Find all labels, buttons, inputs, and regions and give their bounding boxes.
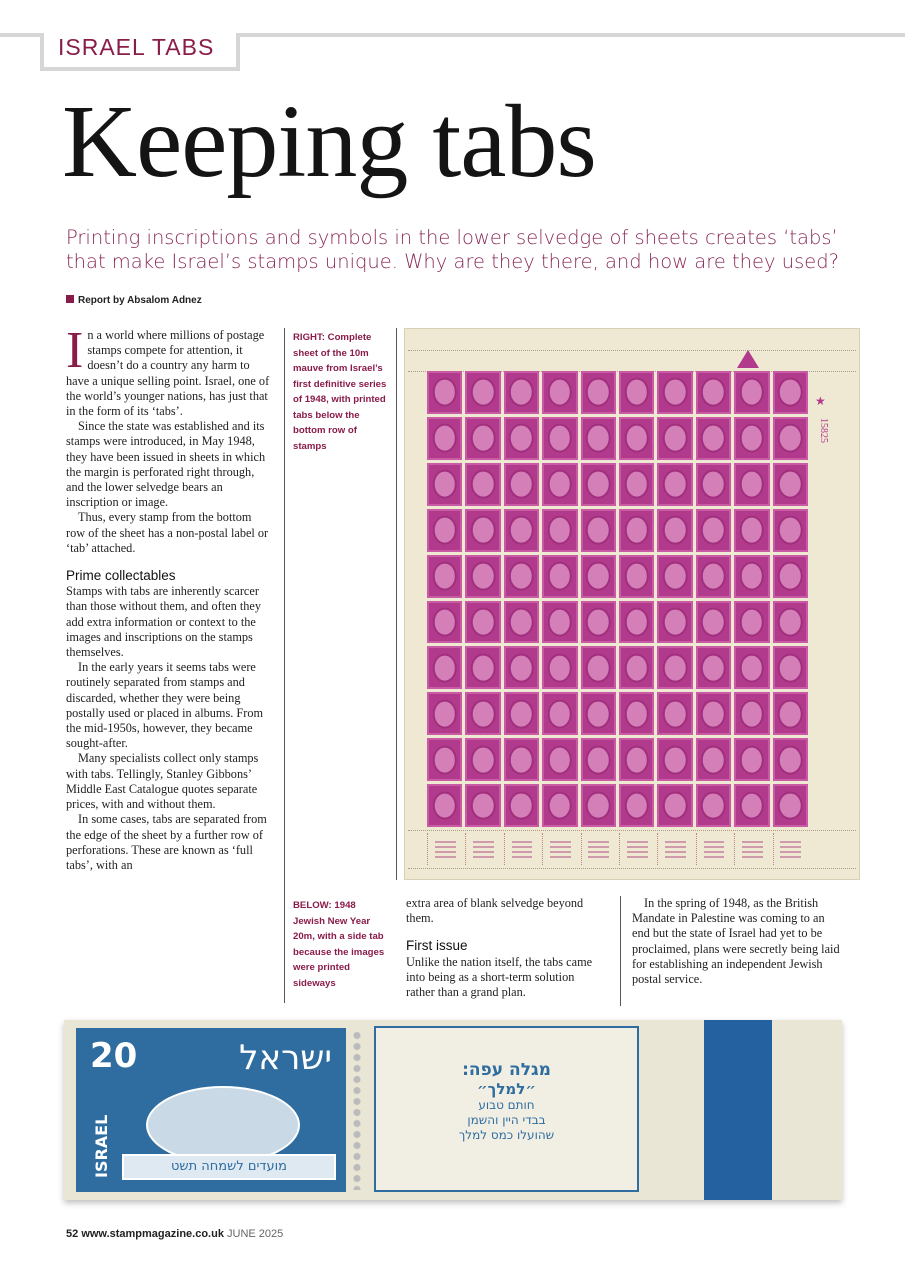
paragraph: Thus, every stamp from the bottom row of the sheet has a non-postal label or ‘tab’ attached. <box>66 510 269 555</box>
sheet-tab <box>696 833 731 865</box>
subheading: Prime collectables <box>66 568 176 584</box>
footer <box>66 1228 283 1240</box>
sheet-stamp <box>734 601 769 644</box>
sheet-stamp <box>465 692 500 735</box>
sheet-stamp <box>581 646 616 689</box>
perforation <box>352 1030 362 1190</box>
sheet-stamp <box>542 555 577 598</box>
standfirst: Printing inscriptions and symbols in the lower selvedge of sheets creates ‘tabs’ that make Israel’s stamps unique. Why are they there, and how are they used? <box>66 226 840 273</box>
stamp-value: 20 <box>90 1036 138 1076</box>
stamp-country: ISRAEL <box>92 1114 111 1178</box>
tab-row <box>427 833 808 865</box>
paragraph: In the early years it seems tabs were routinely separated from stamps and discarded, whether they were being postally used or placed in albums. From the mid-1950s, however, they became sought-after. <box>66 660 264 751</box>
sheet-stamp <box>773 692 808 735</box>
sheet-stamp <box>504 509 539 552</box>
sheet-stamp <box>465 417 500 460</box>
selvedge-bar <box>704 1020 772 1200</box>
caption-below: BELOW: 1948 Jewish New Year 20m, with a side tab because the images were printed sideways <box>293 900 385 989</box>
sheet-stamp <box>504 555 539 598</box>
sheet-stamp <box>696 463 731 506</box>
sheet-stamp <box>504 371 539 414</box>
sheet-stamp <box>542 738 577 781</box>
sheet-stamp <box>734 646 769 689</box>
sheet-stamp <box>465 738 500 781</box>
sheet-stamp <box>581 692 616 735</box>
footer-date: JUNE 2025 <box>227 1228 284 1240</box>
stamp-sheet-image <box>404 328 860 880</box>
stamp-hebrew-country: ישראל <box>239 1038 332 1078</box>
sheet-stamp <box>504 692 539 735</box>
body-column-4 <box>632 896 842 987</box>
paragraph: In some cases, tabs are separated from the edge of the sheet by a further row of perforations. These are known as ‘full tabs’, with an <box>66 812 267 872</box>
sheet-stamp <box>504 463 539 506</box>
sheet-stamp <box>657 509 692 552</box>
sheet-stamp <box>427 371 462 414</box>
sheet-stamp <box>734 417 769 460</box>
sheet-stamp <box>427 692 462 735</box>
sheet-tab <box>657 833 692 865</box>
sheet-stamp <box>504 784 539 827</box>
sheet-stamp <box>542 646 577 689</box>
sheet-stamp <box>465 646 500 689</box>
paragraph: Unlike the nation itself, the tabs came into being as a short-term solution rather than a grand plan. <box>406 954 593 1000</box>
sheet-stamp <box>734 555 769 598</box>
sheet-stamp <box>696 784 731 827</box>
sheet-stamp <box>465 784 500 827</box>
paragraph: Stamps with tabs are inherently scarcer than those without them, and often they add extra information or context to the images and inscriptions on the stamps themselves. <box>66 584 262 660</box>
sheet-stamp <box>504 646 539 689</box>
sheet-stamp <box>465 463 500 506</box>
sheet-stamp <box>619 646 654 689</box>
sheet-star-icon: ★ <box>815 394 826 408</box>
column-rule <box>284 328 285 1003</box>
sheet-stamp <box>427 738 462 781</box>
sheet-stamp <box>619 692 654 735</box>
sheet-stamp <box>542 417 577 460</box>
sheet-stamp <box>657 555 692 598</box>
new-year-stamp-image <box>64 1020 842 1200</box>
sheet-stamp <box>427 601 462 644</box>
sheet-number: 15825 <box>818 418 829 443</box>
sheet-stamp <box>734 692 769 735</box>
sheet-stamp <box>427 555 462 598</box>
paragraph: In the spring of 1948, as the British Mandate in Palestine was coming to an end but the state of Israel had yet to be proclaimed, plans were secretly being laid for establishing an independent Jewish postal service. <box>632 896 840 987</box>
sheet-stamp <box>773 371 808 414</box>
sheet-stamp <box>465 371 500 414</box>
sheet-stamp <box>657 371 692 414</box>
dove-icon <box>146 1086 300 1164</box>
sheet-stamp <box>734 784 769 827</box>
sheet-stamp <box>427 509 462 552</box>
sheet-stamp <box>773 555 808 598</box>
sheet-stamp <box>581 371 616 414</box>
sheet-stamp <box>734 509 769 552</box>
sheet-tab <box>542 833 577 865</box>
sheet-stamp <box>542 601 577 644</box>
stamp-20m <box>76 1028 346 1192</box>
sheet-stamp <box>696 509 731 552</box>
sheet-stamp <box>657 692 692 735</box>
sheet-stamp <box>773 601 808 644</box>
perforation <box>408 830 856 831</box>
sheet-stamp <box>542 784 577 827</box>
sheet-stamp <box>581 417 616 460</box>
sheet-tab <box>734 833 769 865</box>
sheet-stamp <box>773 463 808 506</box>
perforation <box>408 350 856 351</box>
sheet-stamp <box>619 784 654 827</box>
sheet-stamp <box>657 463 692 506</box>
sheet-stamp <box>504 601 539 644</box>
sheet-stamp <box>465 555 500 598</box>
sheet-stamp <box>619 738 654 781</box>
sheet-stamp <box>619 371 654 414</box>
sheet-stamp <box>427 646 462 689</box>
sheet-stamp <box>465 601 500 644</box>
body-column-3 <box>406 896 604 1000</box>
sheet-stamp <box>619 417 654 460</box>
sheet-tab <box>773 833 808 865</box>
sheet-stamp <box>657 784 692 827</box>
sheet-stamp <box>504 738 539 781</box>
sheet-stamp <box>581 509 616 552</box>
page-number: 52 <box>66 1228 79 1240</box>
sheet-stamp <box>696 417 731 460</box>
drop-cap: I <box>66 322 84 379</box>
sheet-stamp <box>619 601 654 644</box>
sheet-tab <box>504 833 539 865</box>
footer-site: www.stampmagazine.co.uk <box>81 1228 224 1240</box>
headline: Keeping tabs <box>62 84 596 199</box>
stamp-ribbon: מועדים לשמחה תשט <box>122 1154 336 1180</box>
side-tab <box>374 1026 639 1192</box>
byline-text: Report by Absalom Adnez <box>78 295 202 306</box>
sheet-stamp <box>696 738 731 781</box>
sheet-stamp <box>427 463 462 506</box>
byline-square-icon <box>66 295 74 303</box>
sheet-tab <box>465 833 500 865</box>
sheet-stamp <box>581 738 616 781</box>
sheet-stamp <box>542 463 577 506</box>
sheet-stamp <box>734 463 769 506</box>
sheet-stamp <box>619 463 654 506</box>
sheet-stamp <box>657 417 692 460</box>
paragraph: Many specialists collect only stamps with tabs. Tellingly, Stanley Gibbons’ Middle East Catalogue quotes separate prices, with and without them. <box>66 751 259 812</box>
sheet-tab <box>427 833 462 865</box>
section-title: ISRAEL TABS <box>58 34 215 60</box>
sheet-tab <box>619 833 654 865</box>
paragraph: extra area of blank selvedge beyond them. <box>406 896 584 926</box>
sheet-stamp <box>427 784 462 827</box>
sheet-stamp <box>504 417 539 460</box>
sheet-stamp <box>542 371 577 414</box>
body-column-1 <box>66 322 271 873</box>
sheet-stamp <box>619 555 654 598</box>
sheet-stamp <box>773 417 808 460</box>
sheet-tab <box>581 833 616 865</box>
sheet-stamp <box>773 646 808 689</box>
sheet-stamp <box>734 738 769 781</box>
sheet-stamp <box>696 692 731 735</box>
tab-inscription: מגלה עפה: ״למלך״ חותם טבוע בבדי היין והשמן שהועלו כמס למלך <box>458 1060 555 1142</box>
perforation <box>408 868 856 869</box>
sheet-stamp <box>581 601 616 644</box>
sheet-stamp <box>773 784 808 827</box>
sheet-stamp <box>773 738 808 781</box>
sheet-stamp <box>581 555 616 598</box>
column-rule <box>396 328 397 880</box>
sheet-stamp <box>619 509 654 552</box>
caption-right: RIGHT: Complete sheet of the 10m mauve from Israel’s first definitive series of 1948, with printed tabs below the bottom row of stamps <box>293 332 387 452</box>
sheet-stamp <box>696 371 731 414</box>
sheet-stamp <box>581 463 616 506</box>
stamp-grid <box>427 371 808 827</box>
sheet-stamp <box>657 601 692 644</box>
sheet-stamp <box>696 646 731 689</box>
byline <box>66 295 202 306</box>
sheet-stamp <box>657 646 692 689</box>
sheet-stamp <box>542 692 577 735</box>
sheet-stamp <box>581 784 616 827</box>
sheet-triangle-icon <box>737 350 759 368</box>
sheet-stamp <box>696 555 731 598</box>
column-rule <box>620 896 621 1006</box>
subheading: First issue <box>406 938 468 954</box>
paragraph: Since the state was established and its stamps were introduced, in May 1948, they have been issued in sheets in which the margin is perforated right through, and the lower selvedge bears an inscription or image. <box>66 419 266 510</box>
sheet-stamp <box>696 601 731 644</box>
sheet-stamp <box>773 509 808 552</box>
sheet-stamp <box>427 417 462 460</box>
sheet-stamp <box>657 738 692 781</box>
sheet-stamp <box>734 371 769 414</box>
sheet-stamp <box>542 509 577 552</box>
sheet-stamp <box>465 509 500 552</box>
paragraph: In a world where millions of postage stamps compete for attention, it doesn’t do a country any harm to have a unique selling point. Israel, one of the world’s younger nations, has just that in the form of its ‘tabs’. <box>66 322 270 419</box>
